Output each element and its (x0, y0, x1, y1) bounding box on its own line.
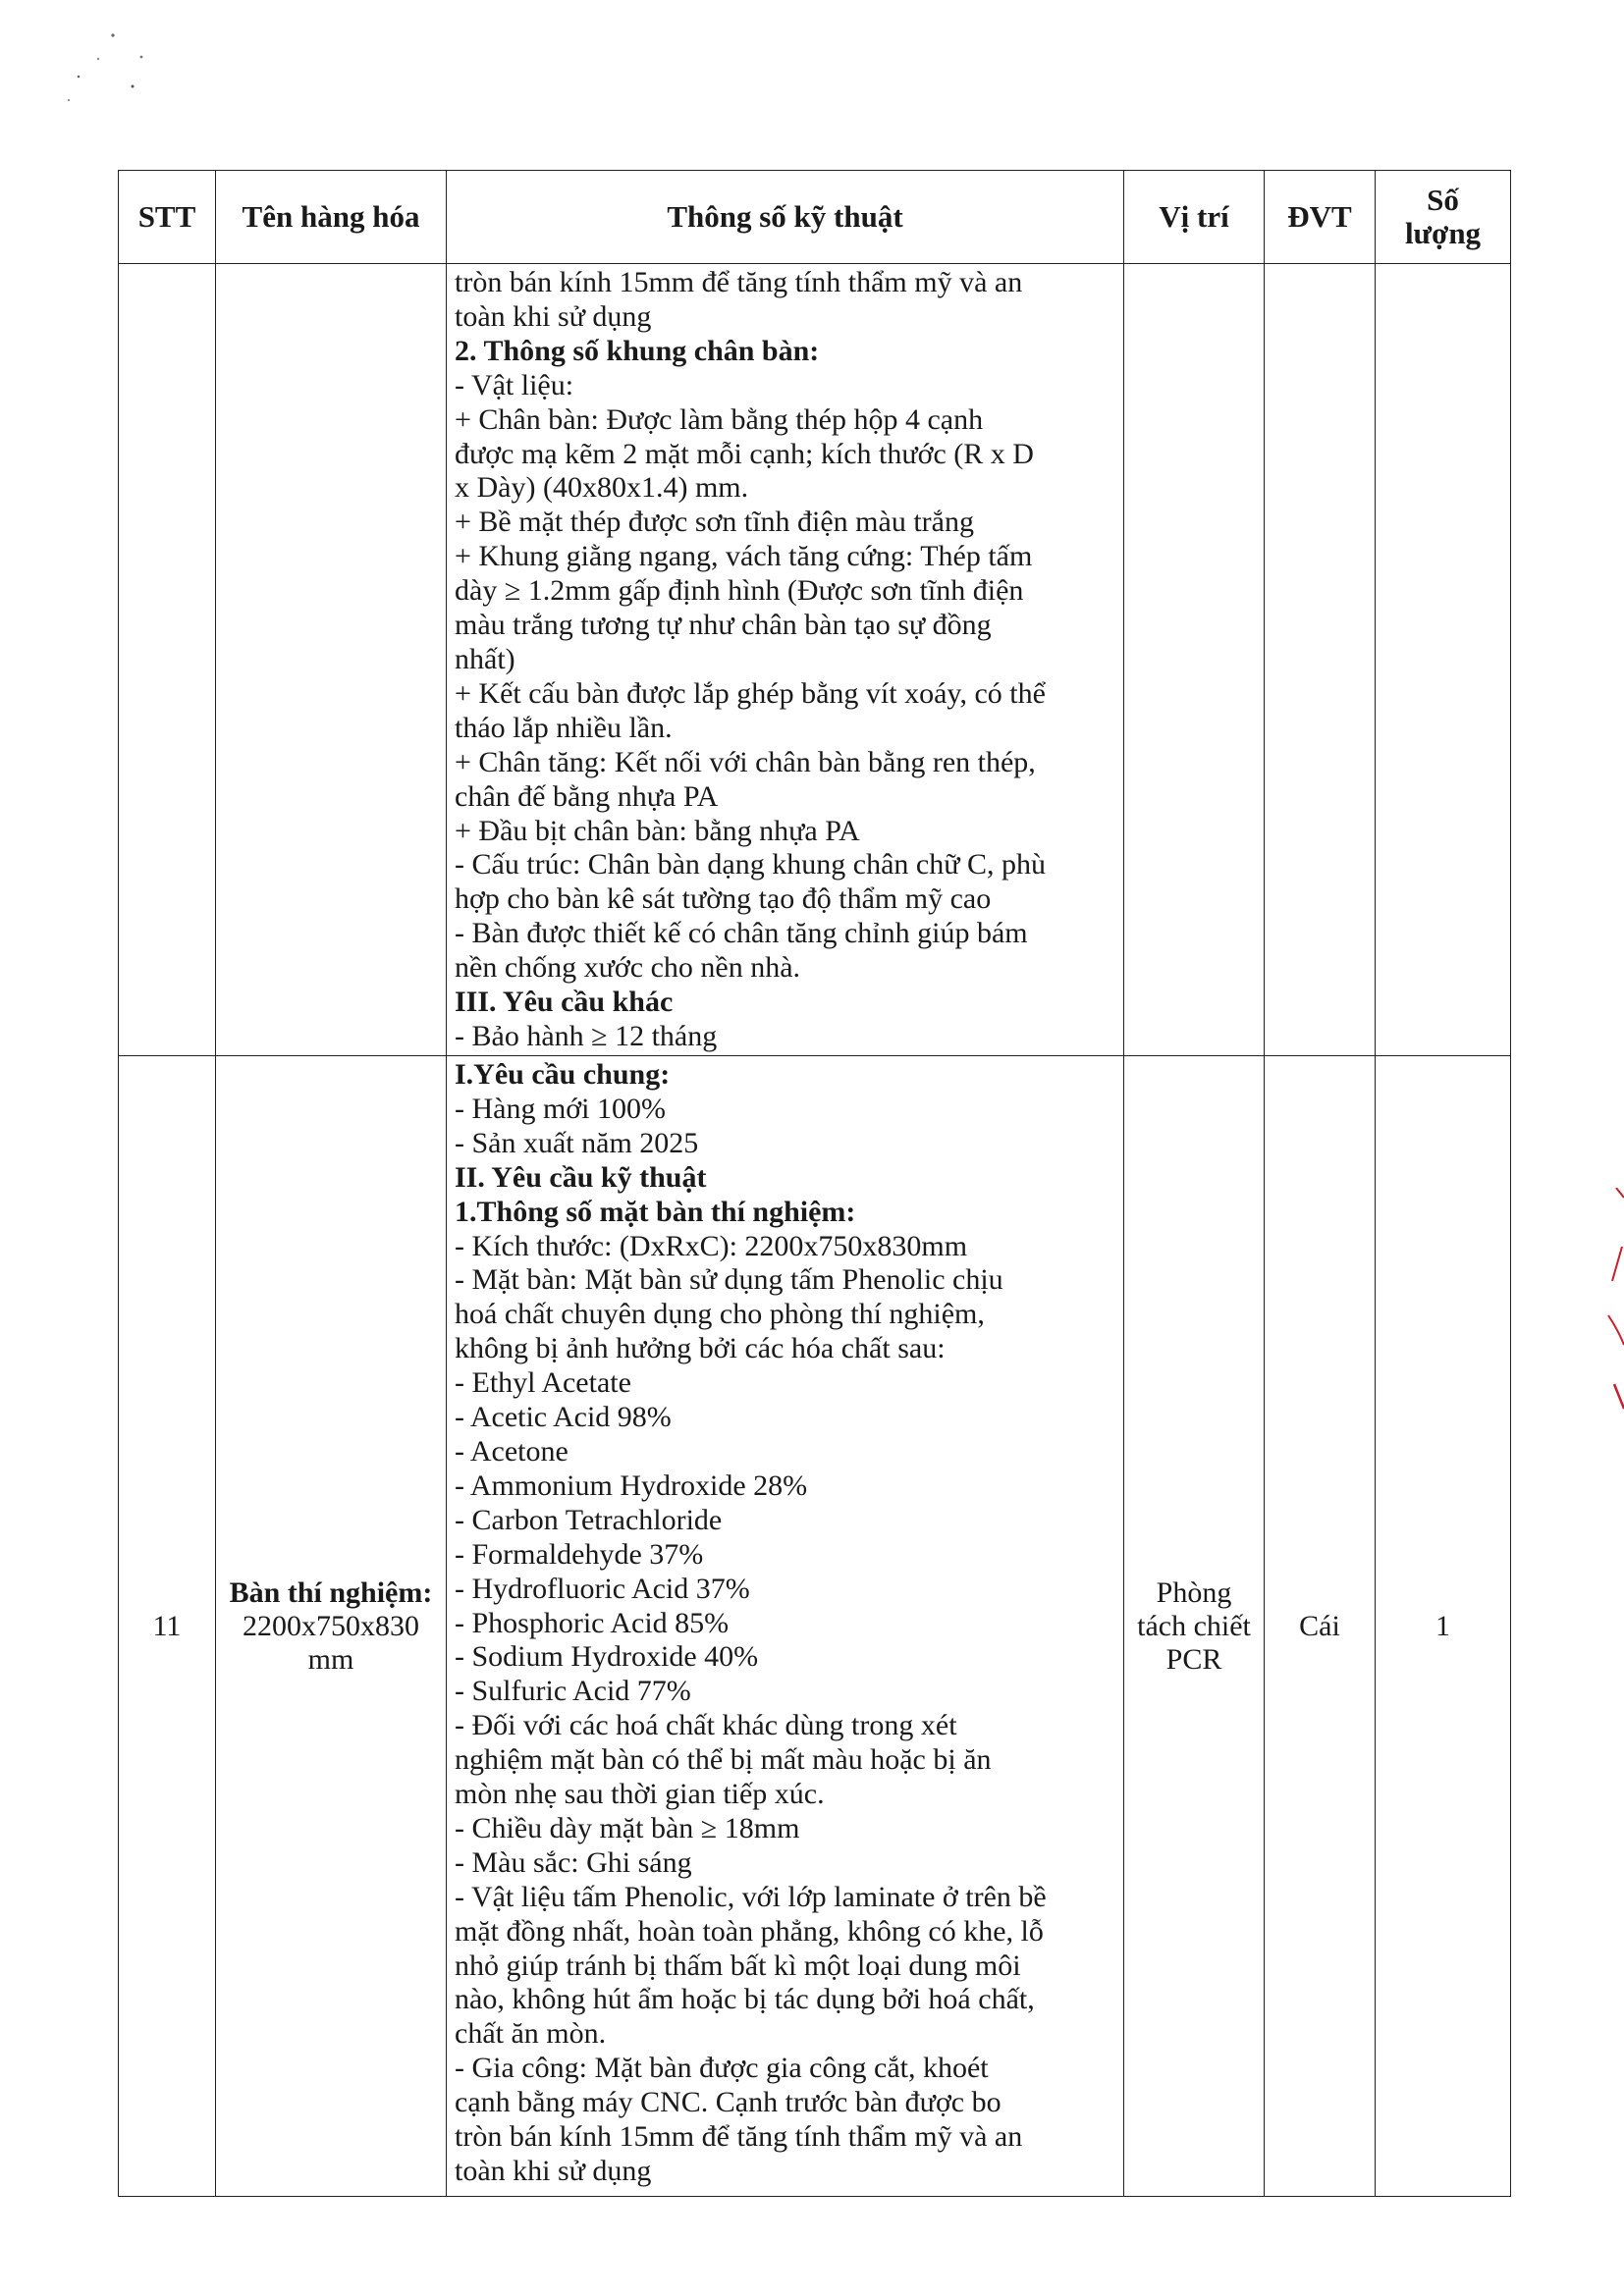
spec-line: - Ethyl Acetate (455, 1366, 631, 1400)
header-stt: STT (119, 171, 216, 264)
spec-line: + Bề mặt thép được sơn tĩnh điện màu trắng (455, 506, 974, 539)
spec-line: màu trắng tương tự như chân bàn tạo sự đồng (455, 609, 992, 642)
spec-line: + Đầu bịt chân bàn: bằng nhựa PA (455, 814, 860, 847)
item-name: Bàn thí nghiệm: (229, 1575, 433, 1609)
spec-line: - Hàng mới 100% (455, 1092, 666, 1125)
spec-line: dày ≥ 1.2mm gấp định hình (Được sơn tĩnh điện (455, 574, 1024, 608)
name-cell (216, 264, 447, 1056)
spec-line: I.Yêu cầu chung: (455, 1058, 671, 1091)
spec-line: hoá chất chuyên dụng cho phòng thí nghiệm, (455, 1298, 985, 1331)
spec-line: - Kích thước: (DxRxC): 2200x750x830mm (455, 1229, 968, 1262)
header-name: Tên hàng hóa (216, 171, 447, 264)
table-row (119, 264, 1511, 1056)
spec-line: - Màu sắc: Ghi sáng (455, 1845, 692, 1879)
red-stamp-edge (1595, 1188, 1624, 1423)
spec-line: cạnh bằng máy CNC. Cạnh trước bàn được bo (455, 2086, 1001, 2119)
spec-line: II. Yêu cầu kỹ thuật (455, 1160, 707, 1194)
spec-line: chân đế bằng nhựa PA (455, 779, 719, 813)
scan-specks (39, 29, 157, 108)
location-cell: Phòng tách chiết PCR (1124, 1056, 1265, 2197)
qty-cell (1376, 264, 1511, 1056)
header-qty (1376, 171, 1511, 264)
unit-cell (1265, 264, 1376, 1056)
spec-line: - Phosphoric Acid 85% (455, 1606, 730, 1639)
spec-line: mặt đồng nhất, hoàn toàn phẳng, không có khe, lỗ (455, 1914, 1044, 1948)
spec-line: x Dày) (40x80x1.4) mm. (455, 471, 749, 505)
spec-line: nền chống xước cho nền nhà. (455, 951, 801, 985)
spec-line: - Mặt bàn: Mặt bàn sử dụng tấm Phenolic chịu (455, 1263, 1003, 1297)
spec-cell (447, 264, 1124, 1056)
spec-line: - Acetic Acid 98% (455, 1401, 672, 1434)
spec-line: - Hydrofluoric Acid 37% (455, 1572, 750, 1605)
location-cell (1124, 264, 1265, 1056)
item-size: 2200x750x830 mm (243, 1609, 419, 1676)
table-row (119, 1056, 1511, 2197)
spec-line: nhỏ giúp tránh bị thấm bất kì một loại dung môi (455, 1949, 1021, 1982)
spec-line: - Cấu trúc: Chân bàn dạng khung chân chữ C, phù (455, 848, 1046, 881)
stt-cell (119, 264, 216, 1056)
header-row (119, 171, 1511, 264)
spec-line: 1.Thông số mặt bàn thí nghiệm: (455, 1195, 856, 1228)
spec-line: - Sulfuric Acid 77% (455, 1675, 691, 1708)
spec-line: nghiệm mặt bàn có thể bị mất màu hoặc bị ăn (455, 1743, 992, 1777)
spec-line: tròn bán kính 15mm để tăng tính thẩm mỹ và an (455, 2120, 1023, 2154)
header-qty-line1: Số (1427, 183, 1459, 217)
spec-line: - Bàn được thiết kế có chân tăng chỉnh giúp bám (455, 917, 1028, 950)
specification-table (118, 170, 1511, 2197)
spec-line: mòn nhẹ sau thời gian tiếp xúc. (455, 1778, 825, 1811)
spec-line: được mạ kẽm 2 mặt mỗi cạnh; kích thước (R x D (455, 437, 1034, 470)
spec-line: nhất) (455, 642, 515, 675)
spec-line: nào, không hút ẩm hoặc bị tác dụng bởi hoá chất, (455, 1983, 1035, 2016)
header-qty-line2: lượng (1404, 216, 1482, 250)
spec-line: - Acetone (455, 1434, 568, 1468)
spec-line: hợp cho bàn kê sát tường tạo độ thẩm mỹ cao (455, 882, 992, 916)
spec-line: - Bảo hành ≥ 12 tháng (455, 1019, 718, 1052)
stt-cell: 11 (119, 1056, 216, 2197)
spec-cell (447, 1056, 1124, 2197)
header-location: Vị trí (1124, 171, 1265, 264)
spec-line: - Chiều dày mặt bàn ≥ 18mm (455, 1811, 800, 1844)
spec-line: + Chân bàn: Được làm bằng thép hộp 4 cạnh (455, 402, 984, 436)
header-unit: ĐVT (1265, 171, 1376, 264)
spec-line: tháo lắp nhiều lần. (455, 711, 673, 744)
spec-line: - Ammonium Hydroxide 28% (455, 1468, 808, 1502)
spec-line: - Vật liệu tấm Phenolic, với lớp laminate ở trên bề (455, 1880, 1047, 1913)
spec-line: + Chân tăng: Kết nối với chân bàn bằng ren thép, (455, 745, 1036, 778)
unit-cell: Cái (1265, 1056, 1376, 2197)
spec-line: III. Yêu cầu khác (455, 986, 674, 1019)
spec-line: chất ăn mòn. (455, 2017, 607, 2051)
spec-line: tròn bán kính 15mm để tăng tính thẩm mỹ và an (455, 266, 1023, 298)
spec-line: - Sodium Hydroxide 40% (455, 1640, 759, 1674)
spec-line: + Kết cấu bàn được lắp ghép bằng vít xoáy, có thể (455, 676, 1046, 710)
spec-line: 2. Thông số khung chân bàn: (455, 334, 820, 367)
spec-line: toàn khi sử dụng (455, 2155, 652, 2187)
spec-line: - Formaldehyde 37% (455, 1537, 704, 1571)
spec-line: toàn khi sử dụng (455, 299, 652, 333)
spec-line: - Đối với các hoá chất khác dùng trong xét (455, 1709, 957, 1742)
spec-line: - Carbon Tetrachloride (455, 1503, 723, 1536)
spec-line: không bị ảnh hưởng bởi các hóa chất sau: (455, 1332, 946, 1365)
spec-line: + Khung giằng ngang, vách tăng cứng: Thép tấm (455, 540, 1033, 573)
spec-line: - Gia công: Mặt bàn được gia công cắt, khoét (455, 2052, 989, 2085)
spec-line: - Vật liệu: (455, 368, 574, 401)
name-cell (216, 1056, 447, 2197)
spec-line: - Sản xuất năm 2025 (455, 1126, 699, 1159)
qty-cell: 1 (1376, 1056, 1511, 2197)
header-spec: Thông số kỹ thuật (447, 171, 1124, 264)
